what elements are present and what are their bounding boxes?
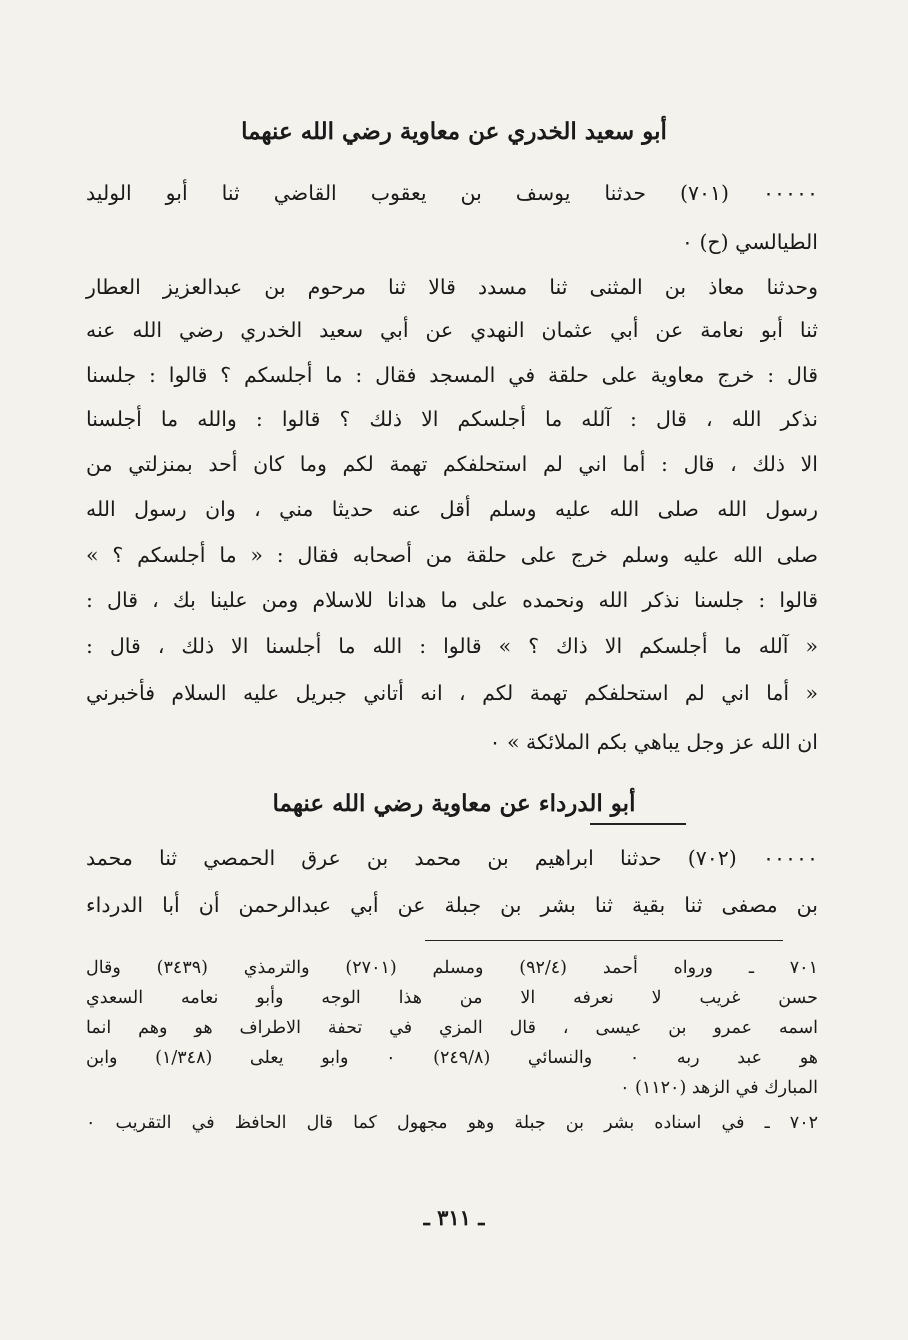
text-line: ان الله عز وجل يباهي بكم الملائكة » ٠: [489, 730, 818, 754]
text-line: وحدثنا معاذ بن المثنى ثنا مسدد قالا ثنا مرحوم بن عبدالعزيز العطار: [86, 275, 818, 299]
footnote-line: حسن غريب لا نعرفه الا من هذا الوجه وأبو نعامه السعدي: [86, 988, 818, 1008]
footnote-line: ٧٠١ ـ ورواه أحمد (٩٢/٤) ومسلم (٢٧٠١) والترمذي (٣٤٣٩) وقال: [86, 958, 818, 978]
footnote-line: المبارك في الزهد (١١٢٠) ٠: [620, 1078, 818, 1098]
text-line: ٠٠٠٠٠ (٧٠٢) حدثنا ابراهيم بن محمد بن عرق الحمصي ثنا محمد: [86, 846, 819, 870]
text-line: ثنا أبو نعامة عن أبي عثمان النهدي عن أبي سعيد الخدري رضي الله عنه: [86, 318, 818, 342]
page-number: ـ ٣١١ ـ: [423, 1205, 485, 1230]
text-line: ٠٠٠٠٠ (٧٠١) حدثنا يوسف بن يعقوب القاضي ثنا أبو الوليد: [86, 181, 818, 205]
footnote-line: هو عبد ربه ٠ والنسائي (٢٤٩/٨) ٠ وابو يعلى (١/٣٤٨) وابن: [86, 1048, 819, 1068]
text-line: نذكر الله ، قال : آلله ما أجلسكم الا ذلك ؟ قالوا : والله ما أجلسنا: [86, 407, 818, 431]
text-line: صلى الله عليه وسلم خرج على حلقة من أصحابه فقال : « ما أجلسكم ؟ »: [86, 543, 818, 567]
section-title-abu-darda: أبو الدرداء عن معاوية رضي الله عنهما: [272, 790, 636, 817]
text-line: بن مصفى ثنا بقية ثنا بشر بن جبلة عن أبي عبدالرحمن أن أبا الدرداء: [86, 893, 818, 917]
text-line: قالوا : جلسنا نذكر الله ونحمده على ما هدانا للاسلام ومن علينا بك ، قال :: [86, 588, 818, 612]
section-title-abu-said: أبو سعيد الخدري عن معاوية رضي الله عنهما: [241, 118, 667, 145]
text-line: قال : خرج معاوية على حلقة في المسجد فقال : ما أجلسكم ؟ قالوا : جلسنا: [86, 363, 818, 387]
footnote-line: اسمه عمرو بن عيسى ، قال المزي في تحفة الاطراف هو وهم انما: [86, 1018, 818, 1038]
text-line: « أما اني لم استحلفكم تهمة لكم ، انه أتاني جبريل عليه السلام فأخبرني: [86, 681, 818, 705]
text-line: رسول الله صلى الله عليه وسلم أقل عنه حديثا مني ، وان رسول الله: [86, 497, 818, 521]
title-underline: [590, 823, 686, 825]
footnote-line: ٧٠٢ ـ في اسناده بشر بن جبلة وهو مجهول كما قال الحافظ في التقريب ٠: [86, 1113, 818, 1133]
footnote-separator: [425, 940, 783, 941]
text-line: « آلله ما أجلسكم الا ذاك ؟ » قالوا : الله ما أجلسنا الا ذلك ، قال :: [86, 634, 818, 658]
text-line: الا ذلك ، قال : أما اني لم استحلفكم تهمة لكم وما كان أحد بمنزلتي من: [86, 452, 818, 476]
text-line: الطيالسي (ح) ٠: [681, 230, 818, 254]
